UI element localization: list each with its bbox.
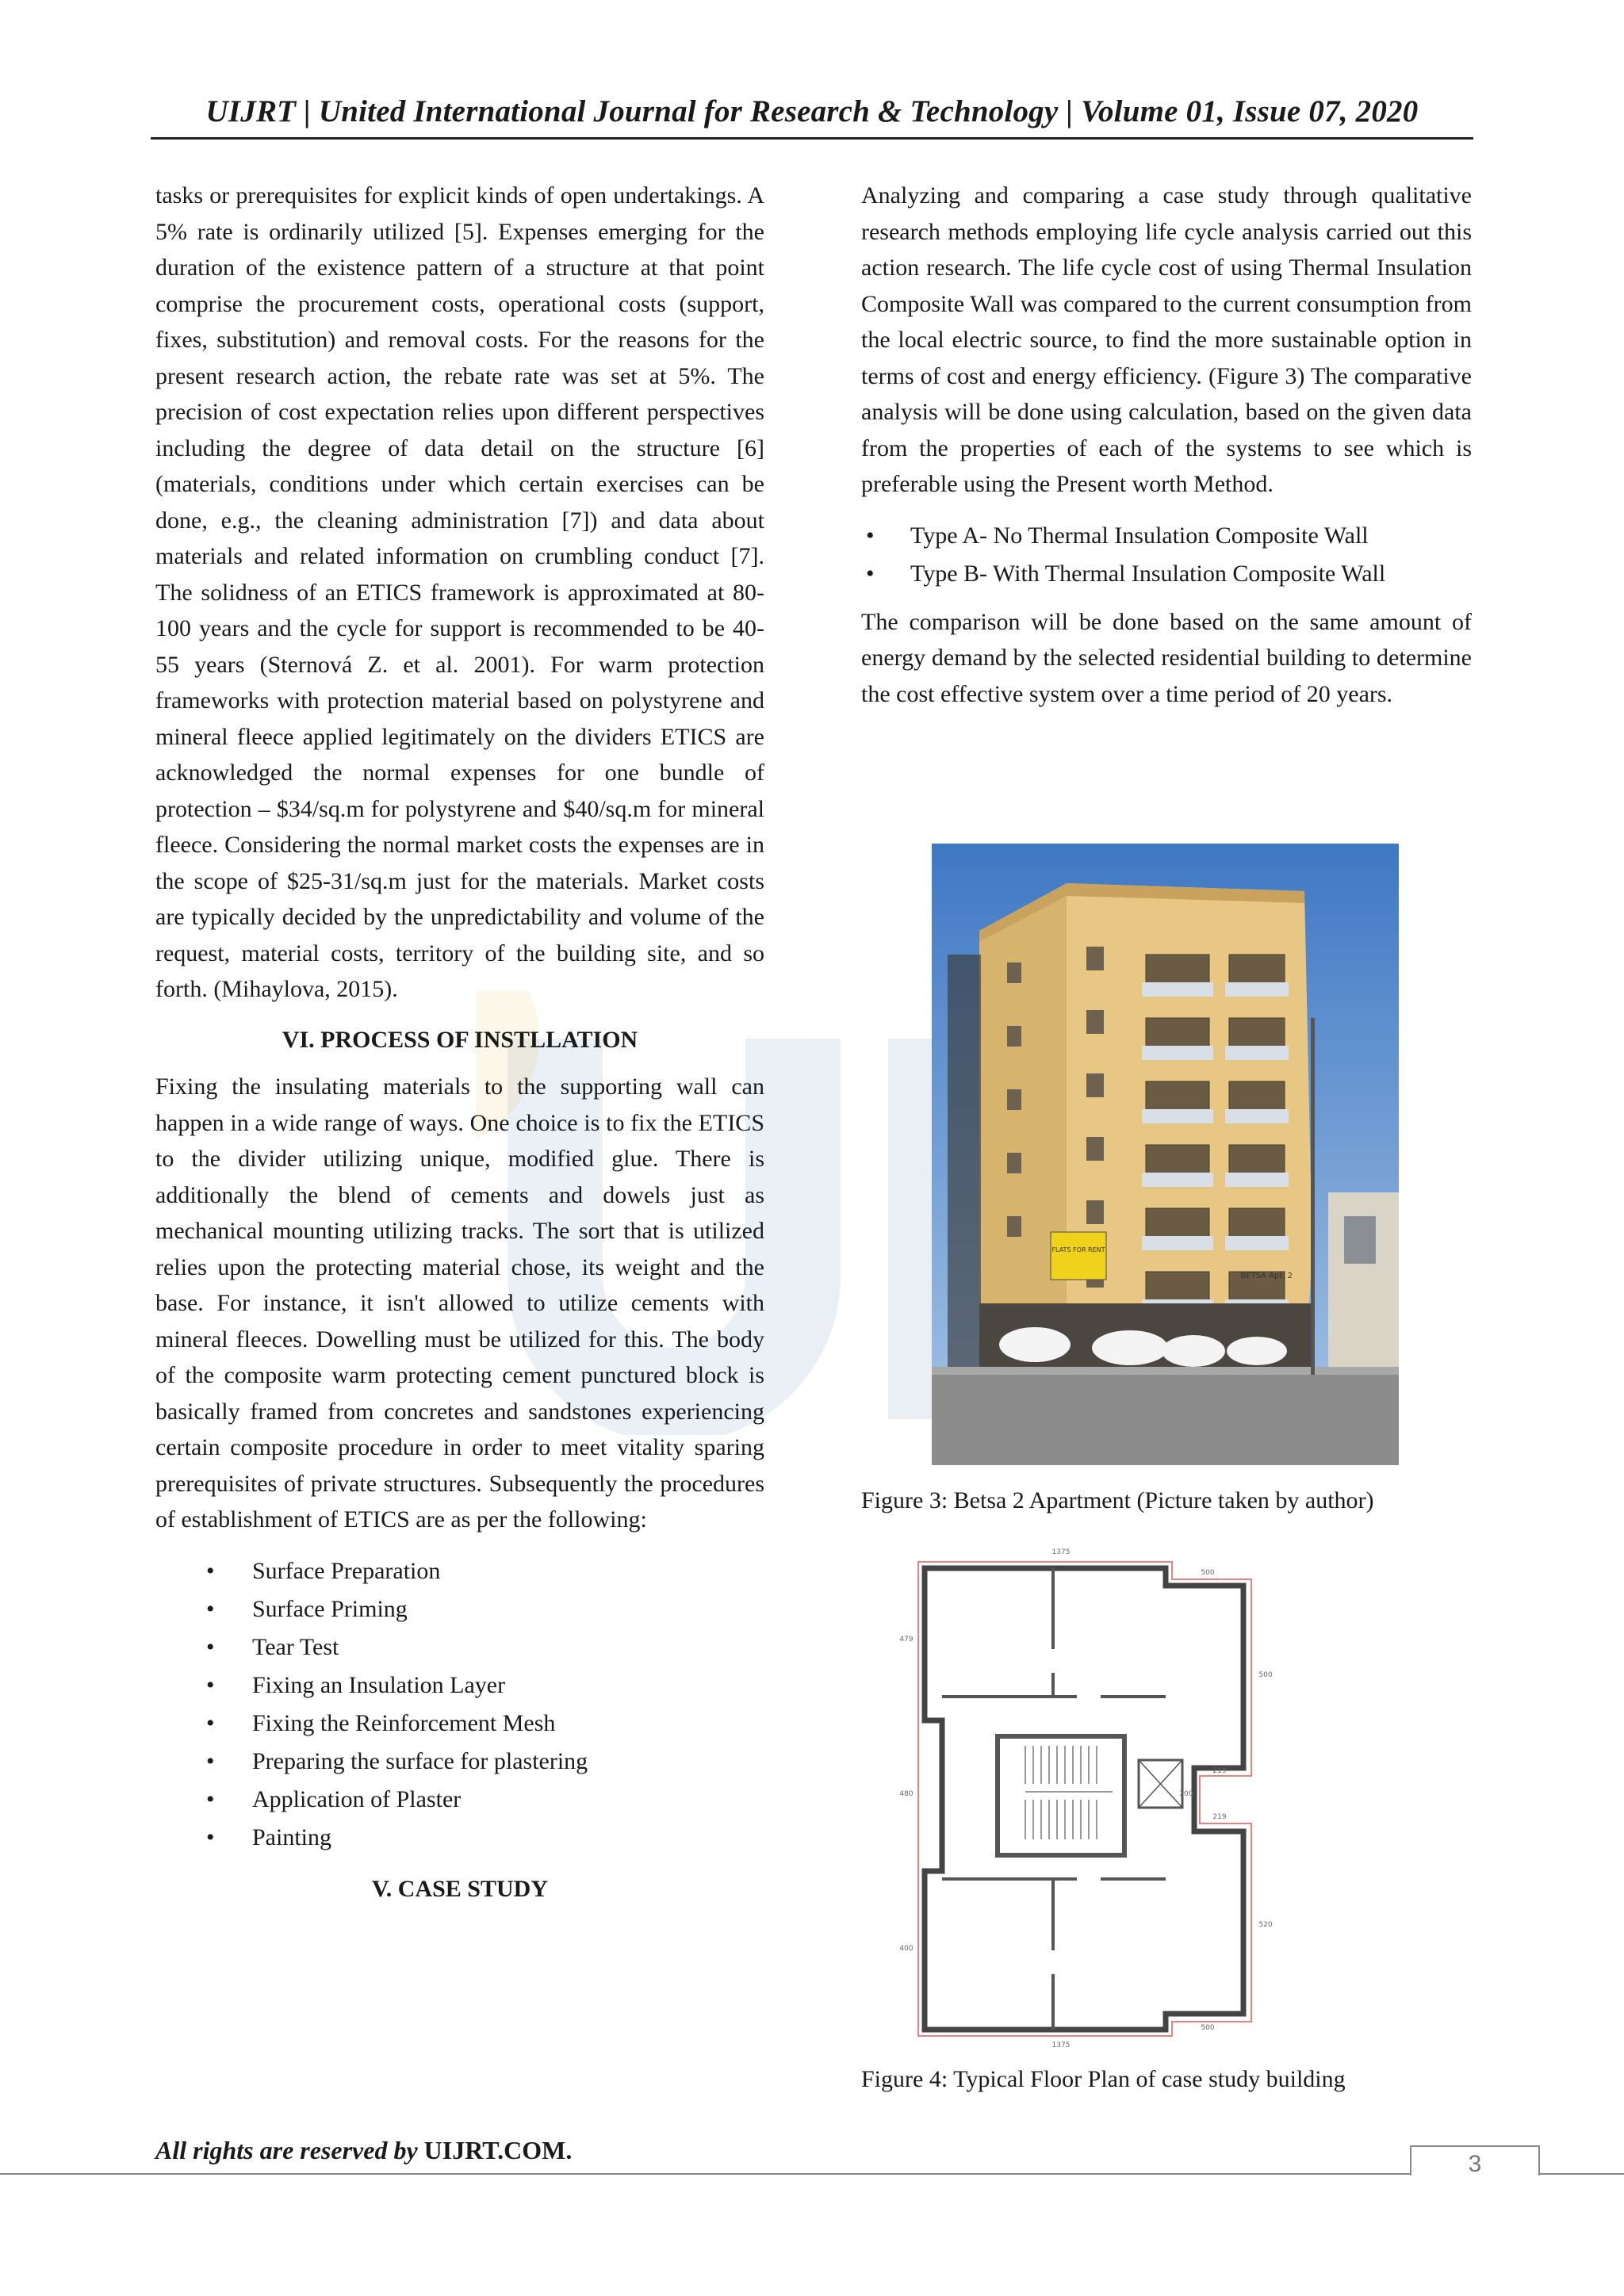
figure-3-caption: Figure 3: Betsa 2 Apartment (Picture taken by author) — [861, 1487, 1374, 1513]
dimension-label: 520 — [1258, 1921, 1273, 1929]
journal-header: UIJRT | United International Journal for Research & Technology | Volume 01, Issue 07, 2020 — [205, 94, 1419, 128]
footer-reserved-text: All rights are reserved by — [155, 2136, 418, 2164]
installation-steps-list — [155, 1552, 764, 1857]
dimension-label: 400 — [899, 1945, 914, 1953]
list-item: • Fixing the Reinforcement Mesh — [155, 1705, 764, 1743]
list-item: • Fixing an Insulation Layer — [155, 1667, 764, 1705]
dimension-label: 500 — [1258, 1671, 1273, 1679]
dimension-label: 480 — [899, 1790, 914, 1798]
floor-plan-drawing — [887, 1538, 1442, 2052]
page-number: 3 — [1410, 2145, 1540, 2175]
dimension-label: 219 — [1212, 1767, 1227, 1775]
dimension-label: 200 — [1179, 1790, 1193, 1798]
list-item: • Tear Test — [155, 1628, 764, 1667]
types-list — [861, 517, 1472, 593]
dimension-label: 479 — [899, 1636, 914, 1644]
list-item: • Application of Plaster — [155, 1781, 764, 1819]
figure-4-caption: Figure 4: Typical Floor Plan of case study building — [861, 2066, 1346, 2092]
building-sign: BETSA Apt. 2 — [1240, 1272, 1293, 1280]
right-column — [861, 178, 1472, 712]
header-rule — [151, 137, 1473, 140]
rent-sign: FLATS FOR RENT — [1051, 1246, 1105, 1253]
paragraph: The comparison will be done based on the same amount of energy demand by the selected residential building to determine the cost effective system over a time period of 20 years. — [861, 608, 1472, 707]
list-item: • Painting — [155, 1819, 764, 1857]
apartment-photo — [932, 844, 1399, 1465]
footer-rule — [0, 2173, 1624, 2175]
paragraph: tasks or prerequisites for explicit kinds of open undertakings. A 5% rate is ordinarily utilized [5]. Expenses emerging for the duration of the existence pattern of a structure at that point comprise the procurement costs, operational costs (support, fixes, substitution) and removal costs. For the reasons for the present research action, the rebate rate was set at 5%. The precision of cost expectation relies upon different perspectives including the degree of data detail on the structure [6] (materials, conditions under which certain exercises can be done, e.g., the cleaning administration [7]) and data about materials and related information on crumbling conduct [7]. The solidness of an ETICS framework is approximated at 80-100 years and the cycle for support is recommended to be 40-55 years (Sternová Z. et al. 2001). For warm protection frameworks with protection material based on polystyrene and mineral fleece applied legitimately on the dividers ETICS are acknowledged the normal expenses for one bundle of protection – $34/sq.m for polystyrene and $40/sq.m for mineral fleece. Considering the normal market costs the expenses are in the scope of $25-31/sq.m just for the materials. Market costs are typically decided by the unpredictability and volume of the request, material costs, territory of the building site, and so forth. (Mihaylova, 2015). — [155, 182, 764, 1002]
dimension-label: 1375 — [1051, 1548, 1071, 1556]
list-item: • Surface Preparation — [155, 1552, 764, 1590]
section-heading: VI. PROCESS OF INSTLLATION — [282, 1026, 638, 1053]
list-item: • Surface Priming — [155, 1590, 764, 1628]
dimension-label: 219 — [1212, 1813, 1227, 1821]
dimension-label: 500 — [1201, 2024, 1215, 2032]
list-item: • Preparing the surface for plastering — [155, 1743, 764, 1781]
paragraph: Analyzing and comparing a case study through qualitative research methods employing life cycle analysis carried out this action research. The life cycle cost of using Thermal Insulation Composite Wall was compared to the current consumption from the local electric source, to find the more sustainable option in terms of cost and energy efficiency. (Figure 3) The comparative analysis will be done using calculation, based on the given data from the properties of each of the systems to see which is preferable using the Present worth Method. — [861, 182, 1472, 497]
dimension-label: 1375 — [1051, 2042, 1071, 2049]
left-column — [155, 178, 764, 1918]
paragraph: Fixing the insulating materials to the supporting wall can happen in a wide range of ways. One choice is to fix the ETICS to the divider utilizing unique, modified glue. There is additionally the blend of cements and dowels just as mechanical mounting utilizing tracks. The sort that is utilized relies upon the protecting material chose, its weight and the base. For instance, it isn't allowed to utilize cements with mineral fleeces. Dowelling must be utilized for this. The body of the composite warm protecting cement punctured block is basically framed from concretes and sandstones experiencing certain composite procedure in order to meet vitality sparing prerequisites of private structures. Subsequently the procedures of establishment of ETICS are as per the following: — [155, 1073, 764, 1533]
list-item: • Type B- With Thermal Insulation Composite Wall — [861, 555, 1472, 593]
footer-site: UIJRT.COM. — [423, 2136, 573, 2164]
footer-copyright — [155, 2136, 572, 2165]
section-heading: V. CASE STUDY — [371, 1875, 548, 1902]
list-item: • Type A- No Thermal Insulation Composite Wall — [861, 517, 1472, 555]
dimension-label: 500 — [1201, 1569, 1215, 1577]
